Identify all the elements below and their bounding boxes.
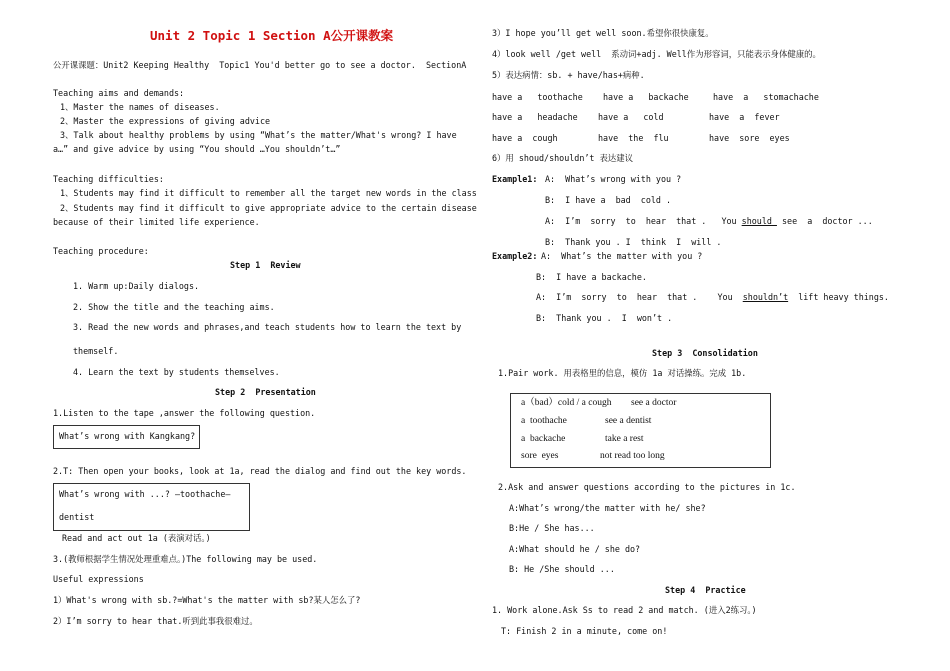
difficulties-heading: Teaching difficulties:: [53, 174, 164, 184]
procedure-heading: Teaching procedure:: [53, 246, 149, 256]
lesson-title: 公开课课题：Unit2 Keeping Healthy Topic1 You'd better go to see a doctor. SectionA: [53, 60, 467, 70]
dialog-line: B: Thank you . I won’t .: [536, 313, 673, 323]
question-text: What’s wrong with Kangkang?: [59, 431, 196, 441]
dialog-text: lift heavy things.: [788, 292, 889, 302]
step3-heading: Step 3 Consolidation: [652, 348, 758, 358]
open-books-instruction: 2.T: Then open your books, look at 1a, read the dialog and find out the key words.: [53, 466, 467, 476]
aims-heading: Teaching aims and demands:: [53, 88, 185, 98]
listen-instruction: 1.Listen to the tape ,answer the following question.: [53, 408, 316, 418]
practice-item: T: Finish 2 in a minute, come on!: [501, 626, 668, 636]
practice-item: 1. Work alone.Ask Ss to read 2 and match. (进入2练习。): [492, 605, 757, 615]
dialog-text: A: I’m sorry to hear that . You: [545, 216, 742, 226]
difficulty-item: because of their limited life experience.: [53, 217, 260, 227]
dialog-text: A: I’m sorry to hear that . You: [536, 292, 743, 302]
ask-answer-instruction: 2.Ask and answer questions according to the pictures in 1c.: [498, 482, 796, 492]
useful-expressions-heading: Useful expressions: [53, 574, 144, 584]
step1-item: 4. Learn the text by students themselves.: [73, 367, 280, 377]
dialog-text: see a doctor ...: [776, 216, 873, 226]
table-cell: a（bad）cold / a cough: [521, 398, 612, 408]
dialog-line: B: I have a bad cold .: [545, 195, 672, 205]
keywords-line: dentist: [59, 512, 95, 522]
example1-label: Example1:: [492, 174, 538, 184]
qa-line: B: He /She should ...: [509, 564, 615, 574]
table-cell: see a doctor: [631, 398, 677, 408]
table-cell: not read too long: [600, 451, 665, 461]
question-box: [53, 425, 200, 449]
keywords-box: [53, 483, 250, 531]
table-cell: a backache: [521, 434, 566, 444]
underlined-word: should: [741, 216, 777, 226]
aim-item: 1、Master the names of diseases.: [60, 102, 220, 112]
table-cell: take a rest: [605, 434, 644, 444]
difficulty-item: 1、Students may find it difficult to remember all the target new words in the class: [60, 188, 477, 198]
illness-cell: have a toothache: [492, 92, 583, 102]
dialog-line: A: What’s wrong with you ?: [545, 174, 682, 184]
step1-heading: Step 1 Review: [230, 260, 301, 270]
step4-heading: Step 4 Practice: [665, 585, 746, 595]
dialog-line: [536, 292, 889, 302]
illness-cell: have a headache: [492, 112, 578, 122]
pair-work-instruction: 1.Pair work. 用表格里的信息，模仿 1a 对话操练。完成 1b.: [498, 368, 747, 378]
illness-cell: have sore eyes: [709, 133, 790, 143]
dialog-line: A: What’s the matter with you ?: [541, 251, 703, 261]
table-cell: sore eyes: [521, 451, 559, 461]
expression-item: 4）look well /get well 系动词+adj. Well作为形容词，只能表示身体健康的。: [492, 49, 821, 59]
difficulty-item: 2、Students may find it difficult to give appropriate advice to the certain disease: [60, 203, 477, 213]
expression-item: 6）用 shoud/shouldn’t 表达建议: [492, 153, 634, 163]
table-cell: a toothache: [521, 416, 567, 426]
table-cell: see a dentist: [605, 416, 652, 426]
dialog-line: [545, 216, 873, 226]
step1-item: themself.: [73, 346, 119, 356]
qa-line: B:He / She has...: [509, 523, 595, 533]
advice-table: [510, 393, 771, 468]
expression-item: 5）表达病情：sb. + have/has+病种.: [492, 70, 645, 80]
teacher-note: 3.(教师根据学生情况处理重难点。)The following may be used.: [53, 554, 318, 564]
step1-item: 2. Show the title and the teaching aims.: [73, 302, 275, 312]
expression-item: 1）What's wrong with sb.?=What's the matter with sb?某人怎么了?: [53, 595, 361, 605]
expression-item: 3）I hope you’ll get well soon.希望你很快康复。: [492, 28, 714, 38]
illness-cell: have a fever: [709, 112, 780, 122]
qa-line: A:What should he / she do?: [509, 544, 641, 554]
example2-label: Example2:: [492, 251, 538, 261]
aim-item: a…” and give advice by using “You should …You shouldn’t…”: [53, 144, 341, 154]
keywords-line: What’s wrong with ...? —toothache—: [59, 489, 231, 499]
step2-heading: Step 2 Presentation: [215, 387, 316, 397]
illness-cell: have a backache: [603, 92, 689, 102]
illness-cell: have a cold: [598, 112, 664, 122]
underlined-word: shouldn’t: [742, 292, 789, 302]
aim-item: 3、Talk about healthy problems by using “What’s the matter/What's wrong? I have: [60, 130, 457, 140]
aim-item: 2、Master the expressions of giving advice: [60, 116, 271, 126]
read-act-instruction: Read and act out 1a (表演对话。): [62, 533, 211, 543]
page-title: Unit 2 Topic 1 Section A公开课教案: [150, 28, 394, 43]
qa-line: A:What’s wrong/the matter with he/ she?: [509, 503, 706, 513]
illness-cell: have a stomachache: [713, 92, 819, 102]
step1-item: 1. Warm up:Daily dialogs.: [73, 281, 200, 291]
step1-item: 3. Read the new words and phrases,and teach students how to learn the text by: [73, 322, 462, 332]
illness-cell: have the flu: [598, 133, 669, 143]
dialog-line: B: I have a backache.: [536, 272, 647, 282]
dialog-line: B: Thank you . I think I will .: [545, 237, 722, 247]
expression-item: 2）I’m sorry to hear that.听到此事我很难过。: [53, 616, 258, 626]
illness-cell: have a cough: [492, 133, 558, 143]
